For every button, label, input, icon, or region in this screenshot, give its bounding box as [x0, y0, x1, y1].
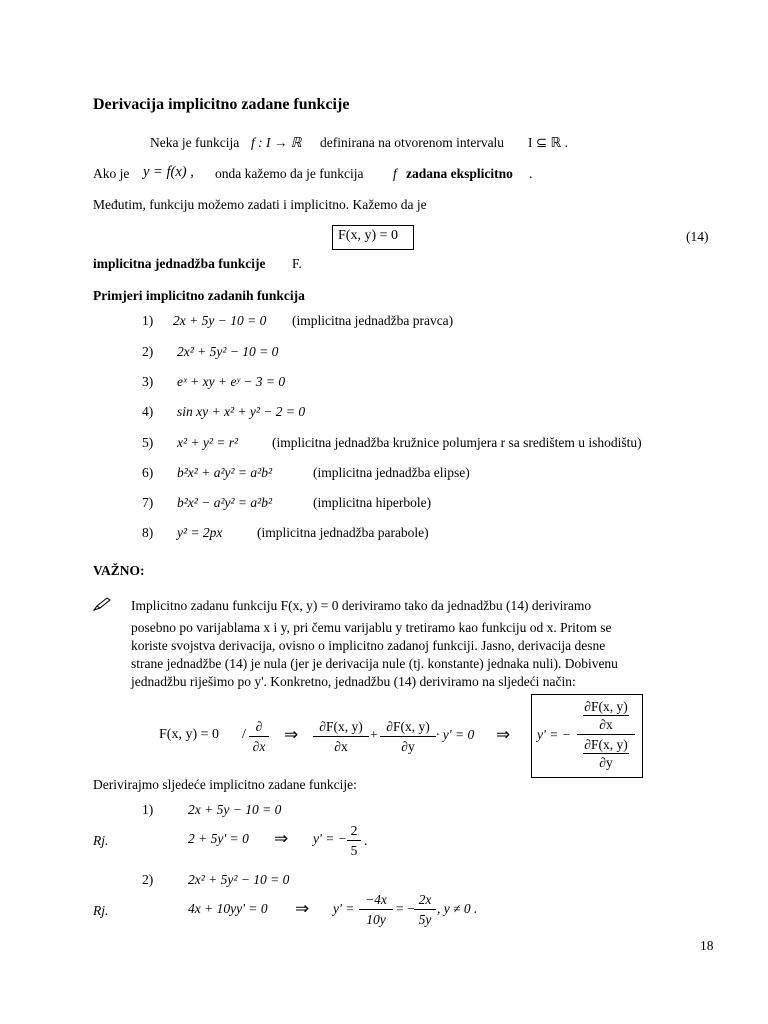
intro-line2-math: y = f(x) ,: [143, 164, 194, 180]
important-para-line: Implicitno zadanu funkciju F(x, y) = 0 deriviramo tako da jednadžbu (14) deriviramo: [131, 598, 592, 613]
example-equation: y² = 2px: [177, 525, 223, 540]
intro-line2-text-a: Ako je: [93, 166, 130, 181]
intro-line1-math2: I ⊆ ℝ .: [528, 135, 568, 150]
partial-den: ∂y: [401, 739, 415, 754]
exercise-result-fraction: [347, 822, 361, 859]
implies-arrow: ⇒: [496, 725, 511, 744]
deriv-tail: · y' = 0: [436, 727, 475, 742]
intro-line1-math: f : I → ℝ: [251, 135, 302, 150]
deriv-operator-fraction: [249, 718, 269, 755]
partial-fraction-x: [313, 718, 369, 755]
exercise-equation: 2x² + 5y² − 10 = 0: [188, 872, 290, 887]
rj-label: Rj.: [93, 833, 109, 848]
exercise-equation: 2x + 5y − 10 = 0: [188, 802, 282, 817]
exercise-result-fraction: [414, 891, 436, 928]
example-equation: 2x + 5y − 10 = 0: [173, 313, 267, 328]
example-number: 3): [142, 374, 154, 389]
rj-label: Rj.: [93, 903, 109, 918]
intro-line4-bold: implicitna jednadžba funkcije: [93, 256, 266, 271]
intro-line2-f: f: [393, 166, 397, 181]
example-note: (implicitna hiperbole): [313, 495, 432, 510]
example-equation: 2x² + 5y² − 10 = 0: [177, 344, 279, 359]
intro-line4-end: F.: [292, 256, 302, 271]
result-top-den: ∂x: [599, 717, 613, 732]
result-top-num: ∂F(x, y): [584, 699, 628, 714]
important-para-line: jednadžbu riješimo po y'. Konkretno, jednadžbu (14) deriviramo na sljedeći način:: [131, 674, 576, 689]
important-para-line: posebno po varijablama x i y, pri čemu varijablu y tretiramo kao funkciju od x. Pritom se: [131, 620, 612, 635]
exercise-condition: , y ≠ 0 .: [437, 901, 478, 916]
fraction-num: 2x: [418, 892, 432, 907]
example-note: (implicitna jednadžba kružnice polumjera r sa središtem u ishodištu): [272, 435, 642, 450]
example-note: (implicitna jednadžba parabole): [257, 525, 429, 540]
intro-line2-text-b: onda kažemo da je funkcija: [215, 166, 364, 181]
example-note: (implicitna jednadžba elipse): [313, 465, 470, 480]
fraction-den: 5y: [418, 912, 432, 927]
exercise-result-lhs: y' =: [333, 901, 355, 916]
partial-num: ∂F(x, y): [386, 719, 430, 734]
result-lhs: y' = −: [537, 727, 571, 742]
example-equation: sin xy + x² + y² − 2 = 0: [177, 404, 306, 419]
important-para-line: koriste svojstva derivacija, ovisno o implicitno zadanoj funkciji. Jasno, derivacija desne: [131, 638, 606, 653]
exercise-equals: = −: [396, 901, 415, 916]
example-number: 4): [142, 404, 154, 419]
exercise-number: 1): [142, 802, 154, 817]
deriv-slash: /: [242, 727, 246, 742]
page-number: 18: [700, 938, 714, 953]
exercises-intro: Derivirajmo sljedeće implicitno zadane funkcije:: [93, 777, 357, 792]
fraction-den: 10y: [366, 912, 386, 927]
intro-line2-end: .: [529, 166, 533, 181]
exercise-step: 4x + 10yy' = 0: [188, 901, 268, 916]
equation-number: (14): [686, 229, 709, 244]
exercise-result-fraction: [359, 891, 393, 928]
example-equation: eˣ + xy + eʸ − 3 = 0: [177, 374, 286, 389]
implies-arrow: ⇒: [274, 829, 289, 848]
example-equation: x² + y² = r²: [177, 435, 239, 450]
example-equation: b²x² − a²y² = a²b²: [177, 495, 272, 510]
page-title: Derivacija implicitno zadane funkcije: [93, 96, 350, 113]
important-para-line: strane jednadžbe (14) je nula (jer je derivacija nule (tj. konstante) jednaka nuli). Dobivenu: [131, 656, 618, 671]
examples-heading: Primjeri implicitno zadanih funkcija: [93, 288, 305, 303]
fraction-den: 5: [350, 843, 358, 858]
partial-num: ∂F(x, y): [319, 719, 363, 734]
result-bot-num: ∂F(x, y): [584, 737, 628, 752]
example-number: 8): [142, 525, 154, 540]
intro-line1-text-a: Neka je funkcija: [150, 135, 240, 150]
result-fraction: [577, 698, 635, 771]
implies-arrow: ⇒: [295, 899, 310, 918]
pen-icon: [93, 597, 111, 611]
intro-line2-bold: zadana eksplicitno: [406, 166, 513, 181]
fraction-num: 2: [350, 823, 358, 838]
example-number: 1): [142, 313, 154, 328]
result-bot-den: ∂y: [599, 755, 613, 770]
boxed-equation: F(x, y) = 0: [338, 228, 399, 243]
example-note: (implicitna jednadžba pravca): [292, 313, 454, 328]
example-number: 5): [142, 435, 154, 450]
partial-den: ∂x: [334, 739, 348, 754]
intro-line3: Međutim, funkciju možemo zadati i implicitno. Kažemo da je: [93, 197, 427, 212]
partial-fraction-y: [380, 718, 436, 755]
deriv-operator-den: ∂x: [252, 739, 266, 754]
important-heading: VAŽNO:: [93, 563, 145, 578]
exercise-result-lhs: y' = −: [313, 831, 347, 846]
example-equation: b²x² + a²y² = a²b²: [177, 465, 272, 480]
intro-line1-text-b: definirana na otvorenom intervalu: [320, 135, 505, 150]
exercise-result-end: .: [364, 833, 368, 848]
example-number: 6): [142, 465, 154, 480]
example-number: 7): [142, 495, 154, 510]
implies-arrow: ⇒: [284, 725, 299, 744]
plus-sign: +: [370, 727, 378, 742]
deriv-operator-num: ∂: [255, 719, 263, 734]
fraction-num: −4x: [365, 892, 387, 907]
deriv-lhs: F(x, y) = 0: [159, 727, 220, 742]
exercise-number: 2): [142, 872, 154, 887]
example-number: 2): [142, 344, 154, 359]
exercise-step: 2 + 5y' = 0: [188, 831, 249, 846]
